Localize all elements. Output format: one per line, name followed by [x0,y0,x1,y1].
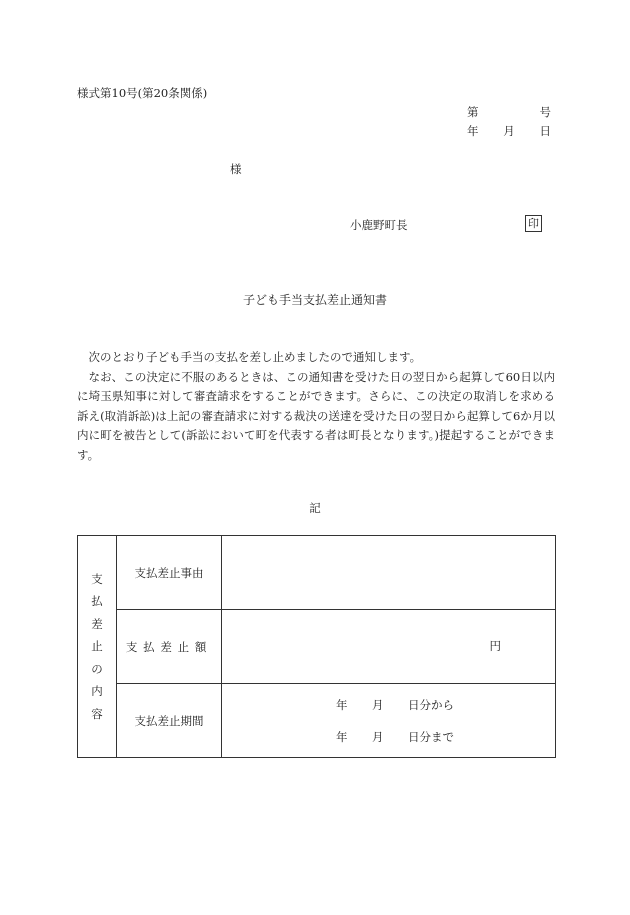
to-month: 月 [372,729,384,744]
to-year: 年 [336,729,348,744]
amount-field[interactable] [222,610,556,684]
notice-paragraph-2: なお、この決定に不服のあるときは、この通知書を受けた日の翌日から起算して60日以内に埼玉県知事に対して審査請求をすることができます。さらに、この決定の取消しを求める訴え(取消訴訟)は上記の審査請求に対する裁決の送達を受けた日の翌日から起算して6か月以内に町を被告として(訴訟において町を代表する者は町長となります。)提起することができます。 [77,369,555,462]
section-heading-vertical [78,536,117,758]
document-title: 子ども手当支払差止通知書 [242,293,387,307]
date-month: 月 [503,124,515,138]
period-from-line [222,689,555,721]
heading-char: 払 [91,594,103,609]
period-field[interactable] [222,684,556,758]
period-label: 支払差止期間 [117,684,222,758]
from-year: 年 [336,697,348,712]
heading-char: 容 [91,706,103,721]
heading-char: 差 [91,616,103,631]
to-day: 日分まで [408,729,454,744]
table-row [78,684,556,758]
heading-char: 止 [91,639,103,654]
recipient-honorific: 様 [230,162,242,176]
form-number: 様式第10号(第20条関係) [77,86,208,100]
table-row [78,610,556,684]
document-number-line [467,104,551,120]
table-row [78,536,556,610]
notice-paragraph-1: 次のとおり子ども手当の支払を差し止めましたので通知します。 [88,350,422,364]
notice-body [77,348,555,465]
reason-label: 支払差止事由 [117,536,222,610]
issue-date-line [467,123,551,139]
heading-char: の [91,661,103,676]
from-day: 日分から [408,697,454,712]
period-to-line [222,721,555,753]
yen-unit: 円 [489,639,501,653]
from-month: 月 [372,697,384,712]
date-year: 年 [467,124,479,138]
date-day: 日 [539,124,551,138]
heading-char: 内 [91,684,103,699]
sender-title: 小鹿野町長 [350,218,408,232]
number-prefix: 第 [467,105,479,119]
number-suffix: 号 [539,105,551,119]
ki-heading: 記 [309,501,321,515]
heading-char: 支 [91,571,103,586]
reason-field[interactable] [222,536,556,610]
suspension-details-table [77,535,556,758]
seal-icon: 印 [525,215,542,232]
amount-label: 支払差止額 [117,610,222,684]
